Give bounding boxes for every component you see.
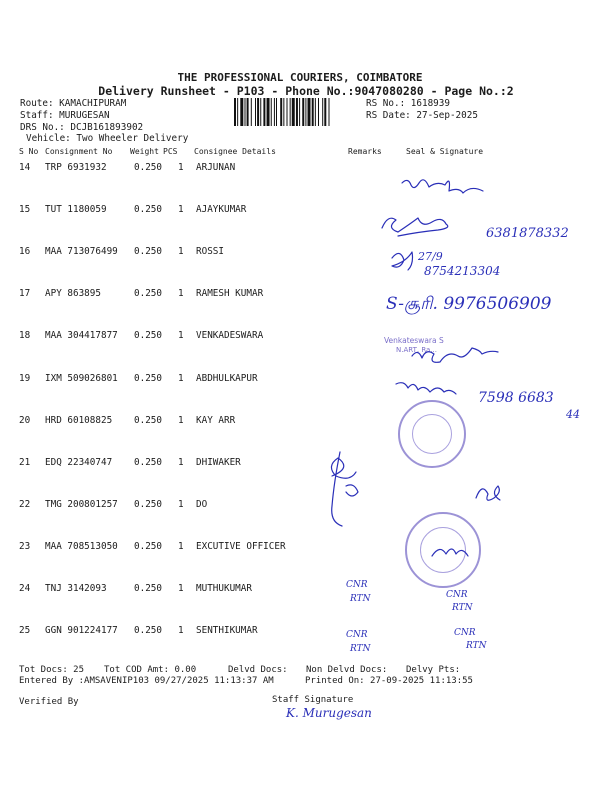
row-weight: 0.250 xyxy=(134,415,162,426)
row-consignment: MAA 304417877 xyxy=(45,330,118,341)
entered-by: Entered By :AMSAVENIP103 09/27/2025 11:13:37 AM xyxy=(19,676,274,686)
non-delivered-docs: Non Delvd Docs: xyxy=(306,665,388,675)
table-row xyxy=(0,330,600,342)
handwritten-rtn: RTN xyxy=(452,603,473,613)
row-consignment: TUT 1180059 xyxy=(45,204,107,215)
row-sno: 18 xyxy=(19,330,31,341)
table-row xyxy=(0,162,600,174)
drs-text: DRS No.: DCJB161893902 xyxy=(20,122,144,133)
row-pcs: 1 xyxy=(178,415,184,426)
table-row xyxy=(0,541,600,553)
row-consignee: SENTHIKUMAR xyxy=(196,625,258,636)
handwritten-phone-19: 7598 6683 xyxy=(478,390,554,406)
row-sno: 24 xyxy=(19,583,31,594)
row-consignee: DHIWAKER xyxy=(196,457,241,468)
row-sno: 20 xyxy=(19,415,31,426)
handwritten-rtn: RTN xyxy=(350,644,371,654)
col-sno: S No xyxy=(19,147,39,156)
handwritten-cnr: CNR xyxy=(346,630,368,640)
row-pcs: 1 xyxy=(178,373,184,384)
row-pcs: 1 xyxy=(178,499,184,510)
table-row xyxy=(0,373,600,385)
row-consignment: MAA 708513050 xyxy=(45,541,118,552)
row-pcs: 1 xyxy=(178,625,184,636)
handwritten-cnr: CNR xyxy=(346,580,368,590)
handwritten-cnr: CNR xyxy=(454,628,476,638)
row-weight: 0.250 xyxy=(134,457,162,468)
delivery-points: Delvy Pts: xyxy=(406,665,461,675)
row-pcs: 1 xyxy=(178,457,184,468)
row-weight: 0.250 xyxy=(134,625,162,636)
row-weight: 0.250 xyxy=(134,204,162,215)
row-weight: 0.250 xyxy=(134,288,162,299)
row-consignee: ABDHULKAPUR xyxy=(196,373,258,384)
table-row xyxy=(0,583,600,595)
col-consignment: Consignment No xyxy=(45,147,113,156)
row-consignment: HRD 60108825 xyxy=(45,415,113,426)
row-pcs: 1 xyxy=(178,162,184,173)
table-row xyxy=(0,499,600,511)
handwritten-date-16: 27/9 xyxy=(418,250,443,263)
venkateswara-stamp-line2: N.ART, Ra... xyxy=(396,346,438,354)
route-text: Route: KAMACHIPURAM xyxy=(20,98,127,109)
total-docs: Tot Docs: 25 xyxy=(19,665,85,675)
row-weight: 0.250 xyxy=(134,541,162,552)
venkateswara-stamp-line1: Venkateswara S xyxy=(384,336,444,345)
row-consignee: AJAYKUMAR xyxy=(196,204,247,215)
staff-text: Staff: MURUGESAN xyxy=(20,110,110,121)
delivery-seal-stamp xyxy=(398,400,466,468)
row-pcs: 1 xyxy=(178,288,184,299)
row-sno: 14 xyxy=(19,162,31,173)
row-weight: 0.250 xyxy=(134,162,162,173)
row-pcs: 1 xyxy=(178,246,184,257)
row-consignee: EXCUTIVE OFFICER xyxy=(196,541,286,552)
rs-number: RS No.: 1618939 xyxy=(366,98,450,109)
row-pcs: 1 xyxy=(178,541,184,552)
row-pcs: 1 xyxy=(178,583,184,594)
office-seal-stamp xyxy=(405,512,481,588)
row-weight: 0.250 xyxy=(134,373,162,384)
staff-signature-label: Staff Signature xyxy=(272,695,354,705)
rs-date: RS Date: 27-Sep-2025 xyxy=(366,110,478,121)
row-consignment: TMG 200801257 xyxy=(45,499,118,510)
row-consignment: MAA 713076499 xyxy=(45,246,118,257)
row-consignment: EDQ 22340747 xyxy=(45,457,113,468)
row-sno: 23 xyxy=(19,541,31,552)
col-seal: Seal & Signature xyxy=(406,147,484,156)
row-pcs: 1 xyxy=(178,204,184,215)
row-consignee: KAY ARR xyxy=(196,415,236,426)
row-sno: 16 xyxy=(19,246,31,257)
handwritten-phone-16: 8754213304 xyxy=(424,264,501,278)
handwritten-rtn: RTN xyxy=(350,594,371,604)
col-weight: Weight xyxy=(130,147,159,156)
table-row xyxy=(0,457,600,469)
handwritten-rtn: RTN xyxy=(466,641,487,651)
row-sno: 19 xyxy=(19,373,31,384)
row-sno: 25 xyxy=(19,625,31,636)
row-consignee: VENKADESWARA xyxy=(196,330,264,341)
row-consignee: ROSSI xyxy=(196,246,224,257)
row-sno: 22 xyxy=(19,499,31,510)
row-weight: 0.250 xyxy=(134,246,162,257)
handwritten-phone-15: 6381878332 xyxy=(486,226,569,241)
row-consignment: TRP 6931932 xyxy=(45,162,107,173)
row-consignment: IXM 509026801 xyxy=(45,373,118,384)
row-consignee: DO xyxy=(196,499,208,510)
row-weight: 0.250 xyxy=(134,583,162,594)
staff-handwritten-signature: K. Murugesan xyxy=(286,706,372,720)
handwritten-phone-17: S-சூரி. 9976506909 xyxy=(386,294,552,314)
table-row xyxy=(0,415,600,427)
row-weight: 0.250 xyxy=(134,499,162,510)
total-cod: Tot COD Amt: 0.00 xyxy=(104,665,197,675)
row-consignee: RAMESH KUMAR xyxy=(196,288,264,299)
delivered-docs: Delvd Docs: xyxy=(228,665,288,675)
row-consignee: MUTHUKUMAR xyxy=(196,583,252,594)
col-consignee: Consignee Details xyxy=(194,147,276,156)
row-consignment: TNJ 3142093 xyxy=(45,583,107,594)
company-title: THE PROFESSIONAL COURIERS, COIMBATORE xyxy=(177,71,423,84)
row-sno: 21 xyxy=(19,457,31,468)
vehicle-text: Vehicle: Two Wheeler Delivery xyxy=(26,133,189,144)
table-row xyxy=(0,204,600,216)
row-sno: 15 xyxy=(19,204,31,215)
handwritten-phone-19b: 44 xyxy=(566,408,580,421)
table-row xyxy=(0,625,600,637)
verified-by-label: Verified By xyxy=(19,697,79,707)
row-consignment: GGN 901224177 xyxy=(45,625,118,636)
runsheet-title: Delivery Runsheet - P103 - Phone No.:9047080280 - Page No.:2 xyxy=(98,84,514,98)
table-row xyxy=(0,246,600,258)
row-pcs: 1 xyxy=(178,330,184,341)
row-consignee: ARJUNAN xyxy=(196,162,236,173)
row-sno: 17 xyxy=(19,288,31,299)
handwritten-cnr: CNR xyxy=(446,590,468,600)
printed-on: Printed On: 27-09-2025 11:13:55 xyxy=(305,676,473,686)
col-pcs: PCS xyxy=(163,147,178,156)
row-weight: 0.250 xyxy=(134,330,162,341)
col-remarks: Remarks xyxy=(348,147,382,156)
row-consignment: APY 863895 xyxy=(45,288,101,299)
